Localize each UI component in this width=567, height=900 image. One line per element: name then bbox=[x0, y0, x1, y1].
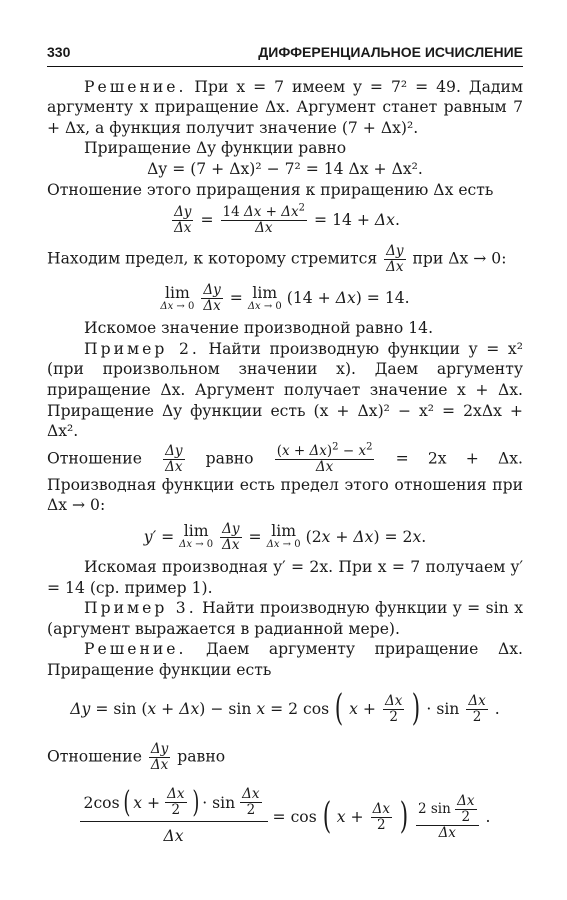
equation-sine-ratio: 2cos ( x + $\frac{\Delta x}{2}$ ) · sin $\frac{\Delta x}{2}$ Δx = cos ( x + $\frac{\Delta x}{2}$ ) 2 sin $\frac{\Delta x}{2}$ Δx . bbox=[47, 787, 523, 847]
equation-limit-2: y′ = lim Δx → 0 $\frac{\Delta y}{\Delta x}$ = lim Δx → 0 (2x + Δx) = 2x. bbox=[143, 520, 427, 553]
derivative-value: Искомое значение производной равно 14. bbox=[84, 319, 434, 338]
increment-intro: Приращение Δy функции равно bbox=[84, 139, 347, 158]
limit-intro: Находим предел, к которому стремится $\frac{\Delta y}{\Delta x}$ при Δx → 0: bbox=[47, 243, 507, 276]
example-3-label: Пример 3. bbox=[84, 599, 197, 618]
page-header bbox=[47, 42, 523, 67]
example-2-result: Искомая производная y′ = 2x. При x = 7 получаем y′ = 14 (ср. пример 1). bbox=[47, 557, 523, 597]
example-2-paragraph: Пример 2. Найти производную функции y = x² (при произвольном значении x). Даем аргументу приращение Δx. Аргумент получает значение x + Δx. Приращение Δy функции есть (x + Δx)² − x² = 2xΔx + Δx². bbox=[47, 339, 523, 441]
ratio-intro: Отношение этого приращения к приращению Δx есть bbox=[47, 180, 494, 199]
example-3-paragraph: Пример 3. Найти производную функции y = sin x (аргумент выражается в радианной мере). bbox=[47, 599, 523, 638]
example-2-label: Пример 2. bbox=[84, 339, 200, 358]
solution-label: Решение. bbox=[84, 77, 187, 96]
running-title: ДИФФЕРЕНЦИАЛЬНОЕ ИСЧИСЛЕНИЕ bbox=[258, 44, 523, 60]
equation-ratio-1: $\frac{\Delta y}{\Delta x}$ = $\frac{14 \Delta x + \Delta x^2}{\Delta x}$ = 14 + Δx. bbox=[174, 202, 400, 237]
equation-increment: Δy = (7 + Δx)² − 7² = 14 Δx + Δx². bbox=[147, 159, 423, 178]
solution-paragraph-3: Решение. Даем аргументу приращение Δx. Приращение функции есть bbox=[47, 640, 523, 679]
book-page bbox=[47, 42, 523, 847]
page-number: 330 bbox=[47, 44, 71, 60]
sine-ratio-intro: Отношение $\frac{\Delta y}{\Delta x}$ равно bbox=[47, 741, 226, 774]
equation-sine-increment: Δy = sin (x + Δx) − sin x = 2 cos ( x + $\frac{\Delta x}{2}$ ) · sin $\frac{\Delta x}{2}$ . bbox=[70, 688, 500, 730]
equation-limit-1: lim Δx → 0 $\frac{\Delta y}{\Delta x}$ = lim Δx → 0 (14 + Δx) = 14. bbox=[160, 282, 410, 315]
example-2-ratio: Отношение $\frac{\Delta y}{\Delta x}$ равно $\frac{(x + \Delta x)^2 - x^2}{\Delta x}$ = 2x + Δx. Производная функции есть предел этого отношения при Δx → 0: bbox=[47, 441, 523, 515]
solution-paragraph-1: Решение. При x = 7 имеем y = 7² = 49. Дадим аргументу x приращение Δx. Аргумент станет равным 7 + Δx, а функция получит значение (7 + Δx)². bbox=[47, 77, 523, 137]
solution-label-3: Решение. bbox=[84, 640, 187, 659]
